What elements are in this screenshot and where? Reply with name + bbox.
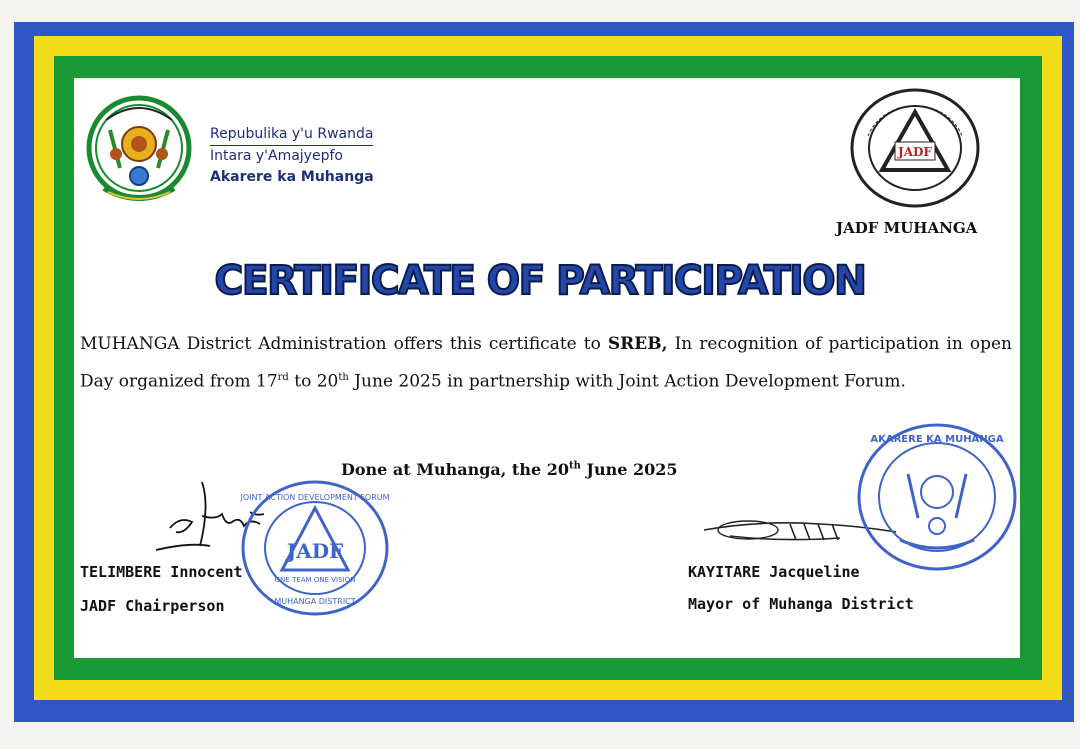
body-sup-1: rd [277, 372, 289, 383]
stamp-inner-text: ONE TEAM ONE VISION [274, 576, 356, 584]
body-sup-2: th [338, 372, 349, 383]
certificate-body [80, 328, 1012, 399]
done-at-line [341, 460, 678, 479]
jadf-logo-icon [848, 86, 982, 210]
done-sup: th [568, 460, 581, 472]
jadf-muhanga-label: JADF MUHANGA [836, 219, 978, 237]
gov-line-republic: Repubulika y'u Rwanda [210, 124, 373, 146]
body-part-4: June 2025 in partnership with Joint Action Development Forum. [348, 371, 906, 392]
left-signatory-role: JADF Chairperson [80, 597, 225, 615]
gov-line-district: Akarere ka Muhanga [210, 169, 374, 185]
district-stamp-ring-text: AKARERE KA MUHANGA [870, 434, 1004, 445]
right-signatory-role: Mayor of Muhanga District [688, 595, 914, 613]
government-header [210, 124, 374, 188]
done-pre: Done at Muhanga, the 20 [341, 460, 569, 479]
left-signatory-name: TELIMBERE Innocent [80, 563, 243, 581]
stamp-bottom-text: MUHANGA DISTRICT [274, 597, 356, 606]
body-part-3: to 20 [288, 371, 339, 392]
stamp-ring-text: JOINT ACTION DEVELOPMENT FORUM [240, 493, 390, 502]
district-stamp [856, 422, 1018, 572]
rwanda-coat-of-arms-icon [86, 90, 192, 212]
right-signatory-name: KAYITARE Jacqueline [688, 563, 860, 581]
certificate-title: CERTIFICATE OF PARTICIPATION [214, 258, 866, 304]
jadf-logo-text: JADF [898, 145, 932, 159]
gov-line-province: Intara y'Amajyepfo [210, 148, 343, 164]
stamp-jadf-text: JADF [286, 539, 344, 563]
jadf-stamp [240, 478, 390, 618]
done-post: June 2025 [580, 460, 678, 479]
body-part-1: MUHANGA District Administration offers this certificate to [80, 334, 608, 354]
recipient-name: SREB, [607, 334, 668, 354]
body-part-2: In recognition of participation in open Day organized from 17 [80, 334, 1012, 392]
